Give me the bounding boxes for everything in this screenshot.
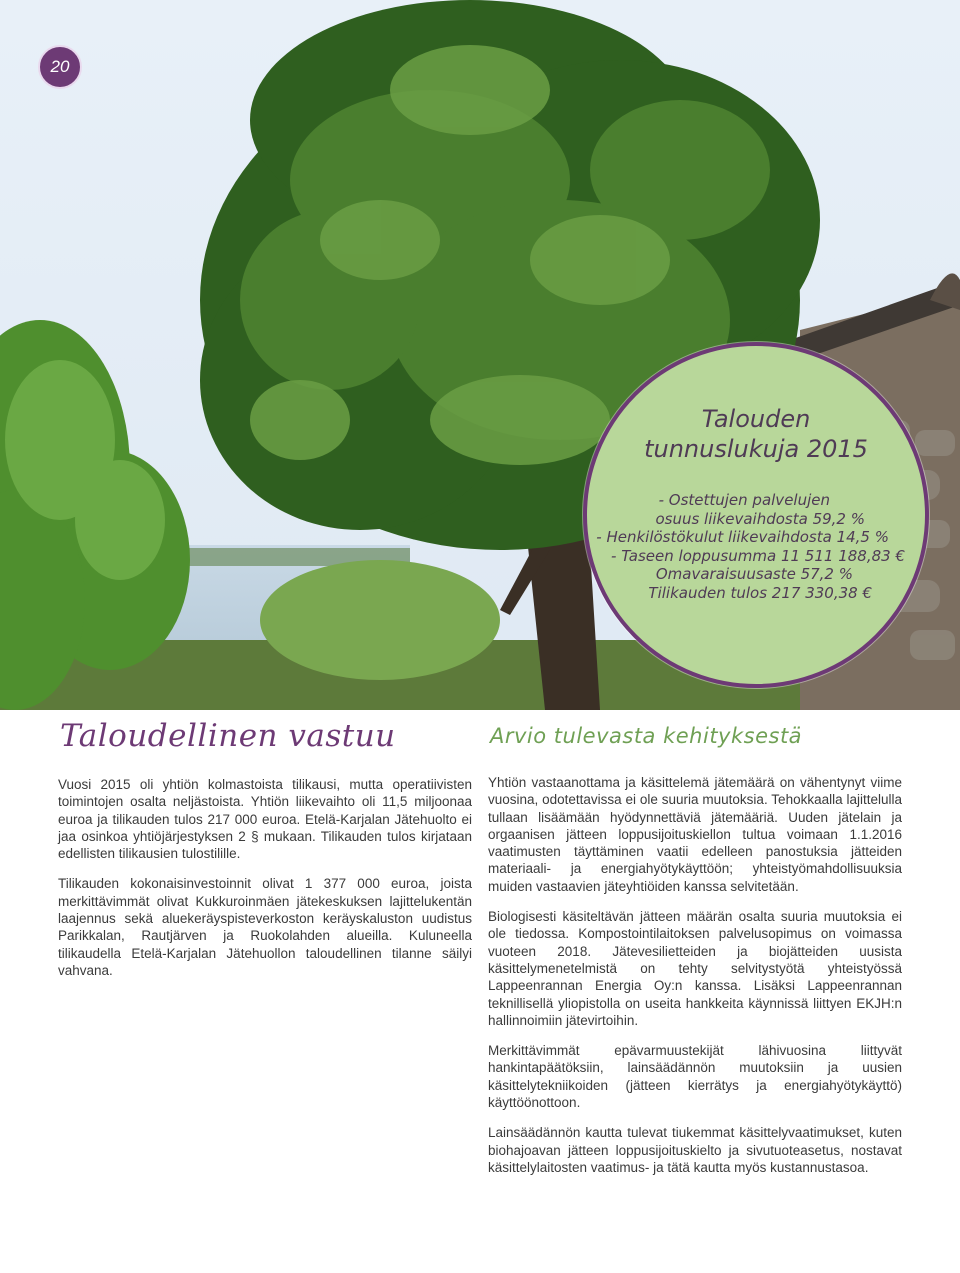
paragraph: Vuosi 2015 oli yhtiön kolmastoista tilikausi, mutta operatiivisten toimintojen osalta neljästoista. Yhtiön liikevaihto oli 11,5 miljoonaa euroa ja tilikauden tulos 217 000 euroa. Etelä-Karjalan Jätehuolto ei jaa osinkoa yhtiöjärjestyksen 2 § mukaan. Tilikauden tulos kirjataan edellisten tilikausien tulostilille. [58, 777, 472, 862]
section-heading-future-outlook: Arvio tulevasta kehityksestä [490, 724, 803, 748]
kpi-list [587, 491, 905, 602]
kpi-title [587, 404, 925, 464]
section-heading-financial-responsibility: Taloudellinen vastuu [60, 718, 396, 754]
page-number: 20 [38, 45, 82, 89]
kpi-item: - Taseen loppusumma 11 511 188,83 € [611, 546, 905, 565]
paragraph: Lainsäädännön kautta tulevat tiukemmat käsittelyvaatimukset, kuten biohajoavan jätteen loppusijoituskielto ja sivutuoteasetus, nostavat käsittelylaitosten vaatimus- ja tätä kautta myös kustannustasoa. [488, 1125, 902, 1175]
right-column [488, 718, 902, 1189]
kpi-item: Omavaraisuusaste 57,2 % [655, 565, 853, 583]
kpi-title-line: tunnuslukuja 2015 [644, 435, 868, 463]
kpi-item: Tilikauden tulos 217 330,38 € [648, 583, 872, 602]
paragraph: Merkittävimmät epävarmuustekijät lähivuosina liittyvät hankintapäätöksiin, lainsäädännön muutoksiin ja uusien käsittelytekniikoiden (jätteen kierrätys ja energiahyötykäyttö) käyttöönottoon. [488, 1043, 902, 1111]
kpi-item: - Henkilöstökulut liikevaihdosta 14,5 % [596, 528, 889, 546]
left-column [58, 718, 472, 992]
kpi-item: osuus liikevaihdosta 59,2 % [655, 509, 865, 528]
kpi-item: - Ostettujen palvelujen [658, 491, 830, 509]
paragraph: Yhtiön vastaanottama ja käsittelemä jätemäärä on vähentynyt viime vuosina, odotettavissa ei ole suuria muutoksia. Tehokkaalla lajittelulla tullaan lisäämään hyödynnettäviä jätemääriä. Uuden jätelain ja orgaanisen jätteen loppusijoituskiellon tultua voimaan 1.1.2016 vaatimusten täyttäminen vaatii edelleen panostuksia jätteiden materiaali- ja energiahyötykäyttöön; yhteistyömahdollisuuksia muiden vastaavien jäteyhtiöiden kanssa selvitetään. [488, 775, 902, 894]
paragraph: Biologisesti käsiteltävän jätteen määrän osalta suuria muutoksia ei ole tiedossa. Kompostointilaitoksen palvelusopimus on voimassa vuoteen 2018. Jätevesilietteiden ja biojätteiden uusista käsittelymenetelmistä on tehty selvitystyötä yhteistyössä Lappeenrannan Energia Oy:n kanssa. Lisäksi Lappeenrannan teknillisellä yliopistolla on useita hankkeita käynnissä liittyen EKJH:n hallinnoimiin jätevirtoihin. [488, 909, 902, 1028]
kpi-circle [583, 342, 929, 688]
paragraph: Tilikauden kokonaisinvestoinnit olivat 1 377 000 euroa, joista merkittävimmät olivat Kukkuroinmäen jätekeskuksen lajittelukentän laajennus sekä aluekeräyspisteverkoston keräyskaluston uudistus Parikkalan, Rautjärven ja Ruokolahden alueilla. Kuluneella tilikaudella Etelä-Karjalan Jätehuollon taloudellinen tilanne säilyi vahvana. [58, 876, 472, 978]
kpi-title-line: Talouden [701, 405, 811, 433]
